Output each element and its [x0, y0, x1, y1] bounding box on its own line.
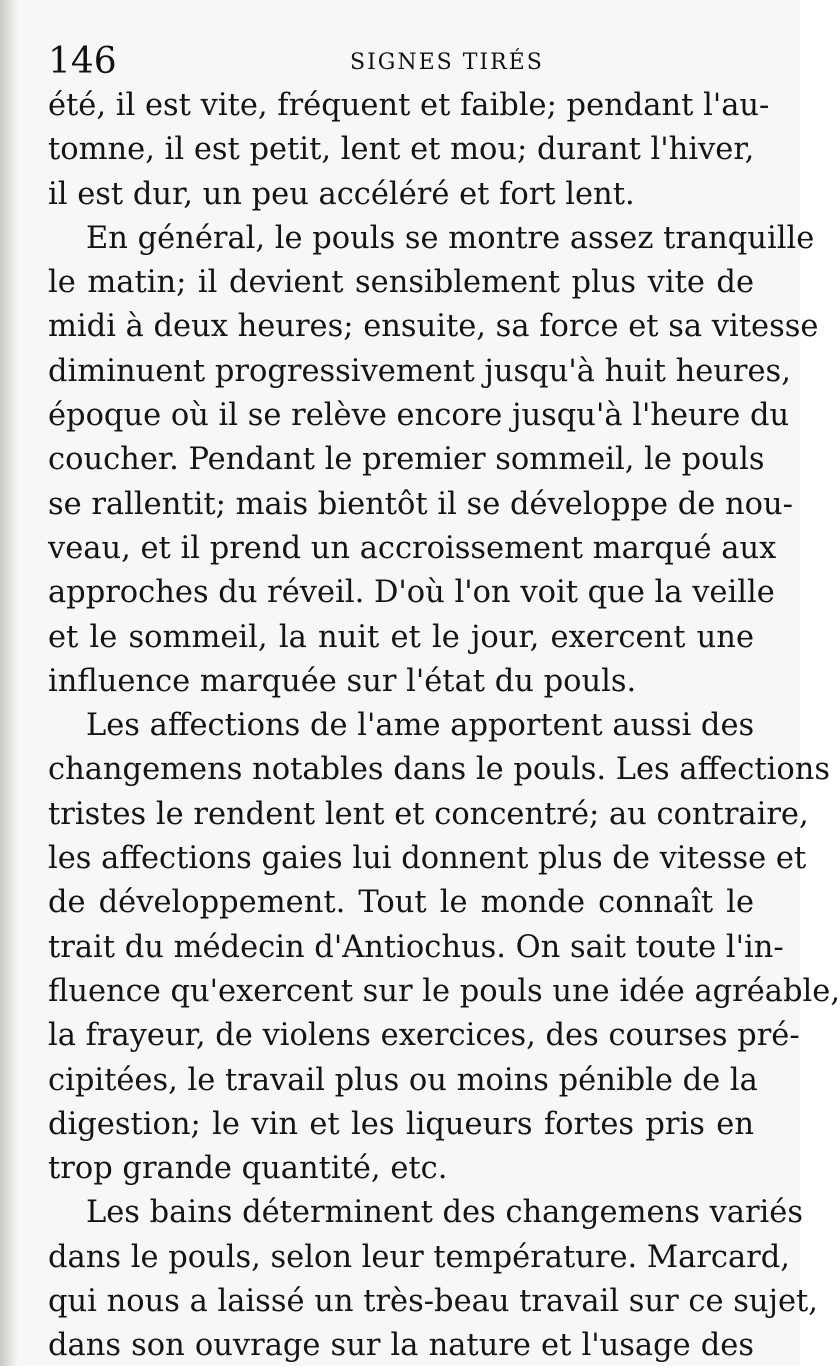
text-line: approches du réveil. D'où l'on voit que la veille — [48, 575, 775, 611]
text-line: Les affections de l'ame apportent aussi des — [86, 708, 755, 744]
text-line: tristes le rendent lent et concentré; au contraire, — [48, 796, 809, 832]
text-line: qui nous a laissé un très-beau travail sur ce sujet, — [48, 1284, 818, 1320]
text-line: tomne, il est petit, lent et mou; durant l'hiver, — [48, 132, 755, 168]
text-line: trait du médecin d'Antiochus. On sait toute l'in- — [48, 929, 784, 965]
text-line: la frayeur, de violens exercices, des courses pré- — [48, 1018, 800, 1054]
page-number: 146 — [48, 41, 117, 82]
text-line: et le sommeil, la nuit et le jour, exercent une — [48, 619, 754, 655]
text-line: été, il est vite, fréquent et faible; pendant l'au- — [48, 88, 770, 123]
page-header — [48, 38, 760, 88]
text-line: de développement. Tout le monde connaît le — [48, 885, 754, 921]
body-text — [48, 84, 840, 1369]
text-line: fluence qu'exercent sur le pouls une idée agréable, — [48, 973, 840, 1009]
text-line: se rallentit; mais bientôt il se développe de nou- — [48, 486, 793, 522]
text-line: veau, et il prend un accroissement marqué aux — [48, 530, 777, 566]
text-line: Les bains déterminent des changemens variés — [86, 1195, 803, 1231]
text-line: le matin; il devient sensiblement plus vite de — [48, 265, 754, 301]
text-line: digestion; le vin et les liqueurs fortes pris en — [48, 1106, 754, 1142]
text-line: les affections gaies lui donnent plus de vitesse et — [48, 841, 807, 877]
text-line: il est dur, un peu accéléré et fort lent. — [48, 176, 635, 212]
text-line: influence marquée sur l'état du pouls. — [48, 663, 637, 699]
text-line: changemens notables dans le pouls. Les affections — [48, 752, 831, 788]
text-line: cipitées, le travail plus ou moins pénible de la — [48, 1062, 758, 1098]
text-line: coucher. Pendant le premier sommeil, le pouls — [48, 442, 765, 478]
page-gutter-shadow — [0, 0, 18, 1366]
running-title: SIGNES TIRÉS — [350, 50, 544, 75]
text-line: En général, le pouls se montre assez tranquille — [86, 220, 815, 256]
text-line: trop grande quantité, etc. — [48, 1151, 448, 1187]
text-line: dans son ouvrage sur la nature et l'usage des — [48, 1328, 754, 1364]
text-line: époque où il se relève encore jusqu'à l'heure du — [48, 398, 790, 434]
text-line: midi à deux heures; ensuite, sa force et sa vitesse — [48, 309, 819, 345]
text-line: dans le pouls, selon leur température. Marcard, — [48, 1239, 790, 1275]
text-line: diminuent progressivement jusqu'à huit heures, — [48, 353, 791, 389]
